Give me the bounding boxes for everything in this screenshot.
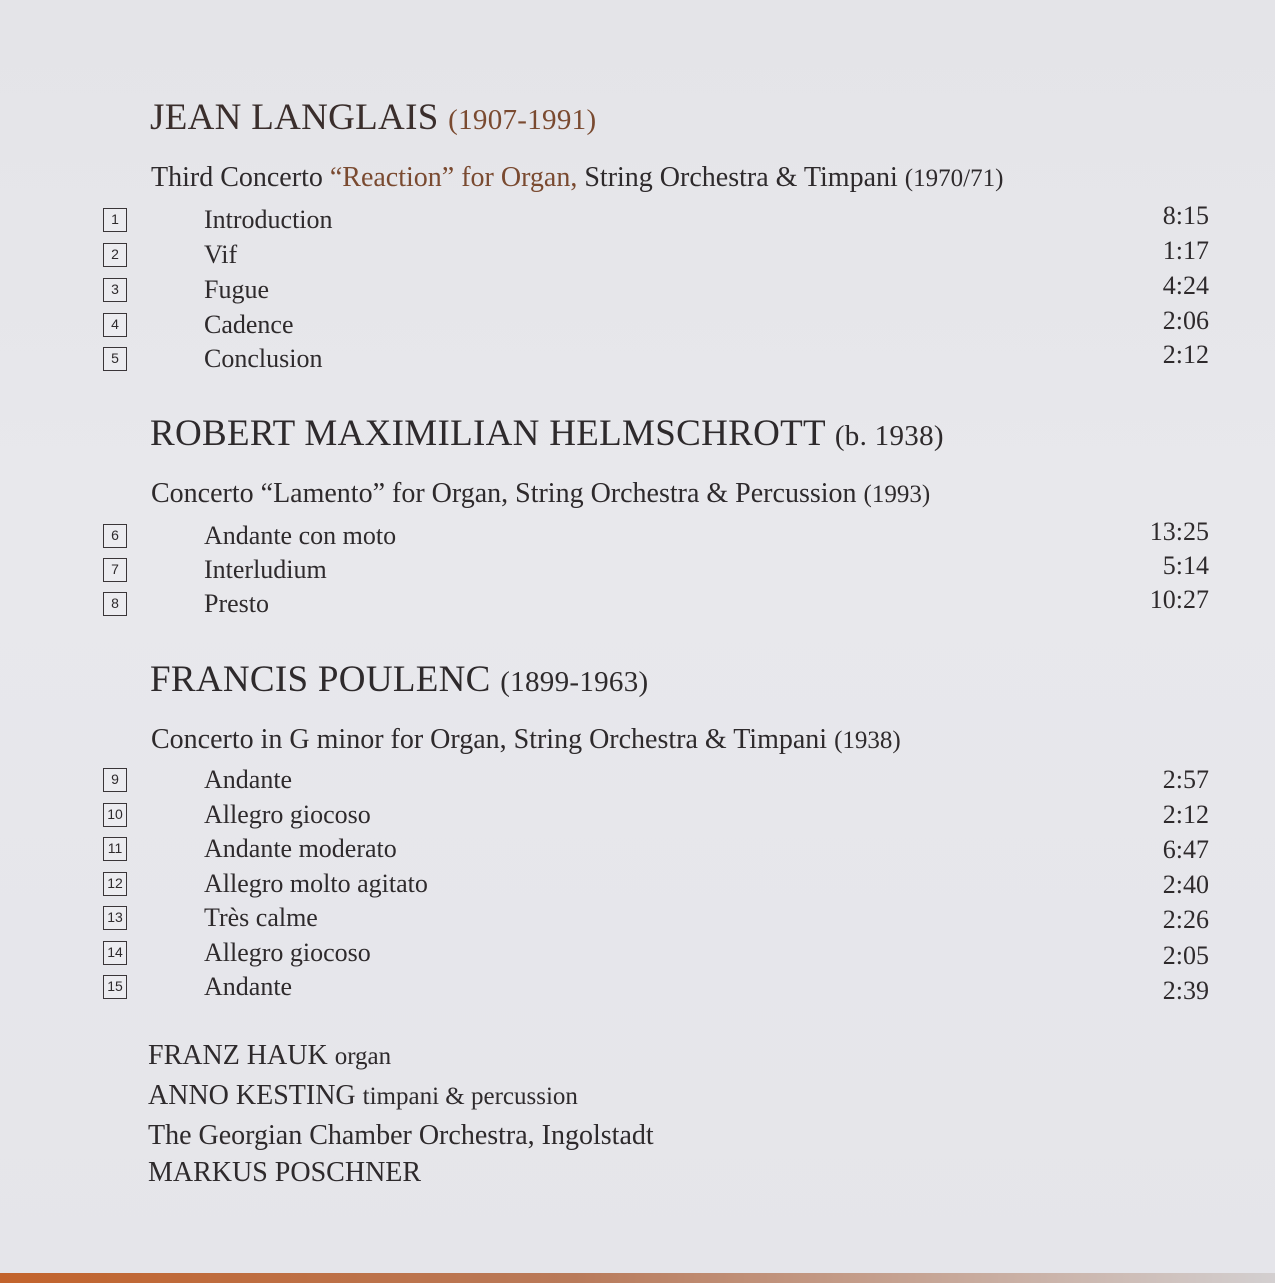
work-title-rest: String Orchestra & Timpani xyxy=(577,162,905,193)
work-year: (1993) xyxy=(863,481,931,508)
track-title: Allegro molto agitato xyxy=(204,869,428,898)
track-number-box: 7 xyxy=(103,558,127,582)
track-title: Conclusion xyxy=(204,344,323,373)
work-title-accent: “Reaction” for Organ, xyxy=(329,162,578,193)
track-number-box: 10 xyxy=(103,803,127,827)
composer-name: JEAN LANGLAIS xyxy=(150,97,439,138)
track-duration: 6:47 xyxy=(1162,835,1209,864)
work-title-prefix: Concerto in G minor for Organ, String Orchestra & Timpani xyxy=(151,724,835,755)
work-title-prefix: Concerto “Lamento” for Organ, String Orchestra & Percussion xyxy=(151,478,864,509)
track-title: Allegro giocoso xyxy=(204,800,371,829)
performer-line xyxy=(148,1040,391,1072)
performer-line xyxy=(148,1157,421,1189)
track-row xyxy=(0,834,1275,868)
track-number-box: 6 xyxy=(103,524,127,548)
track-duration: 13:25 xyxy=(1149,517,1209,546)
track-duration: 1:17 xyxy=(1162,236,1209,265)
track-title: Introduction xyxy=(204,205,333,234)
track-row xyxy=(0,201,1275,239)
performer-name: The Georgian Chamber Orchestra, Ingolstadt xyxy=(148,1120,654,1151)
track-title: Vif xyxy=(204,240,238,269)
track-number-box: 14 xyxy=(103,941,127,965)
composer-name: ROBERT MAXIMILIAN HELMSCHROTT xyxy=(150,413,826,454)
track-row xyxy=(0,271,1275,309)
track-duration: 5:14 xyxy=(1162,551,1209,580)
performer-line xyxy=(148,1080,578,1112)
track-title: Presto xyxy=(204,589,269,618)
track-title: Andante moderato xyxy=(204,834,397,863)
work-year: (1970/71) xyxy=(904,165,1004,192)
composer-heading xyxy=(150,96,596,139)
track-number-box: 8 xyxy=(103,592,127,616)
track-row xyxy=(0,236,1275,274)
track-number-box: 2 xyxy=(103,243,127,267)
performer-name: FRANZ HAUK xyxy=(148,1040,328,1071)
track-row xyxy=(0,517,1275,555)
track-number-box: 5 xyxy=(103,347,127,371)
track-number-box: 12 xyxy=(103,872,127,896)
performer-role: organ xyxy=(334,1043,392,1070)
composer-dates: (b. 1938) xyxy=(834,420,944,452)
track-number-box: 4 xyxy=(103,313,127,337)
track-duration: 2:39 xyxy=(1162,976,1209,1005)
performer-name: ANNO KESTING xyxy=(148,1080,356,1111)
work-title xyxy=(151,162,1003,194)
work-title xyxy=(151,478,930,510)
performer-role: timpani & percussion xyxy=(362,1083,578,1110)
work-year: (1938) xyxy=(834,727,901,754)
composer-heading xyxy=(150,412,944,455)
track-row xyxy=(0,765,1275,799)
track-duration: 2:40 xyxy=(1162,870,1209,899)
work-title-prefix: Third Concerto xyxy=(151,162,330,193)
composer-name: FRANCIS POULENC xyxy=(150,659,491,700)
track-row xyxy=(0,869,1275,903)
booklet-bottom-edge xyxy=(0,1273,1275,1283)
track-number-box: 15 xyxy=(103,975,127,999)
composer-dates: (1899-1963) xyxy=(500,666,649,698)
performer-line xyxy=(148,1120,654,1152)
track-row xyxy=(0,903,1275,937)
track-number-box: 1 xyxy=(103,208,127,232)
track-number-box: 3 xyxy=(103,278,127,302)
track-title: Andante con moto xyxy=(204,521,397,550)
track-duration: 10:27 xyxy=(1149,585,1209,614)
track-title: Fugue xyxy=(204,275,269,304)
track-duration: 2:06 xyxy=(1162,306,1209,335)
track-title: Allegro giocoso xyxy=(204,938,371,967)
performer-name: MARKUS POSCHNER xyxy=(148,1157,422,1188)
composer-dates: (1907-1991) xyxy=(448,104,597,136)
track-row xyxy=(0,972,1275,1006)
track-number-box: 11 xyxy=(103,837,127,861)
track-duration: 4:24 xyxy=(1162,271,1209,300)
track-duration: 2:57 xyxy=(1162,765,1209,794)
track-row xyxy=(0,938,1275,972)
composer-heading xyxy=(150,658,649,701)
work-title xyxy=(151,724,901,756)
track-number-box: 9 xyxy=(103,768,127,792)
track-number-box: 13 xyxy=(103,906,127,930)
track-row xyxy=(0,551,1275,589)
track-duration: 2:12 xyxy=(1162,340,1209,369)
track-duration: 2:26 xyxy=(1162,905,1209,934)
track-title: Cadence xyxy=(204,310,294,339)
track-title: Andante xyxy=(204,972,293,1001)
track-row xyxy=(0,340,1275,378)
track-title: Très calme xyxy=(204,903,318,932)
track-duration: 2:05 xyxy=(1162,941,1209,970)
track-title: Interludium xyxy=(204,555,327,584)
track-duration: 8:15 xyxy=(1162,201,1209,230)
track-row xyxy=(0,800,1275,834)
track-title: Andante xyxy=(204,765,293,794)
track-row xyxy=(0,306,1275,344)
track-duration: 2:12 xyxy=(1162,800,1209,829)
track-row xyxy=(0,585,1275,623)
